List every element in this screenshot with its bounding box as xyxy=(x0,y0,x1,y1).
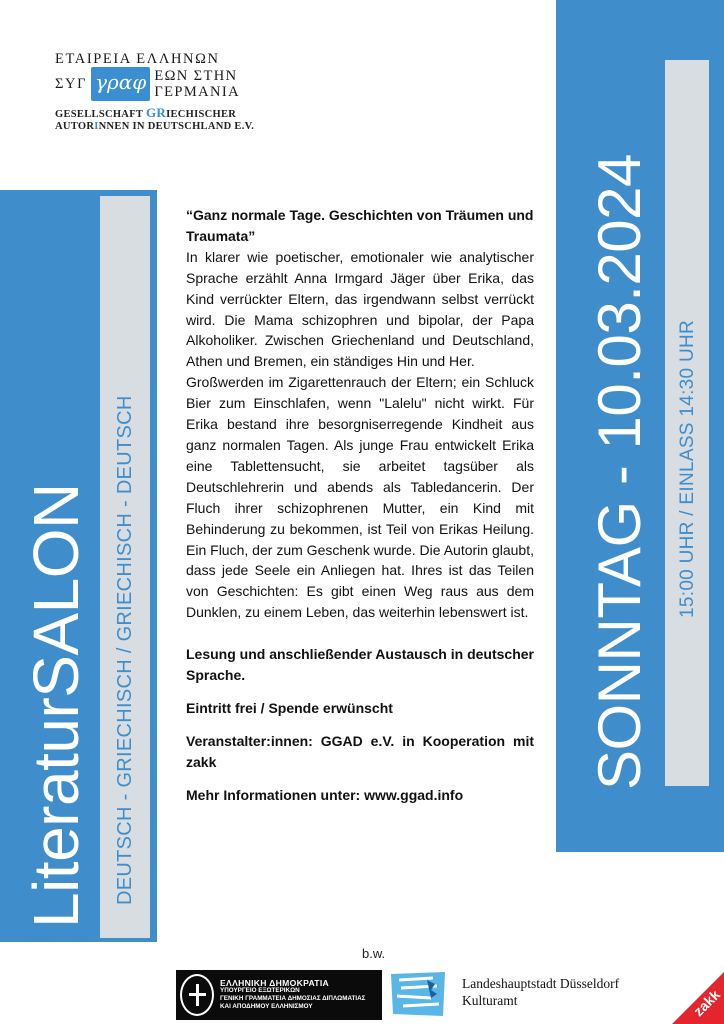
organizer-note: Veranstalter:innen: GGAD e.V. in Kooperation mit zakk xyxy=(186,732,534,770)
logo-german-line2-a: AUTOR xyxy=(55,121,95,132)
language-subtitle: DEUTSCH - GRIECHISCH / GRIECHISCH - DEUTSCH xyxy=(114,395,136,905)
ministry-line2: ΥΠΟΥΡΓΕΙΟ ΕΞΩΤΕΡΙΚΩΝ xyxy=(220,987,300,994)
logo-greek-row xyxy=(55,67,285,101)
zakk-text: zakk xyxy=(690,986,724,1020)
event-time: 15:00 UHR / EINLASS 14:30 UHR xyxy=(677,319,698,618)
duesseldorf-logo-icon xyxy=(389,970,447,1018)
description-para2: Großwerden im Zigarettenrauch der Eltern; ein Schluck Bier zum Einschlafen, wenn "Lalelu" nicht wirkt. Für Erika bestand ihre besorgniserregende Kindheit aus ganz normalen Tagen. Als junge Frau entwickelt Erika eine Tablettensucht, sie arbeitet tagsüber als Deutschlehrerin und abends als Tabledancerin. Der Fluch ihrer schizophrenen Mutter, ein Kind mit Behinderung zu bekommen, ist Teil von Erikas Heilung. Ein Fluch, der zum Geschenk wurde. Die Autorin glaubt, dass jede Seele ein Anliegen hat. Ihres ist das Teilen von Geschichten: Es gibt einen Weg raus aus dem Dunklen, zu einem Leben, das weiterhin lebenswert ist. xyxy=(186,374,534,621)
city-line2: Kulturamt xyxy=(462,993,518,1008)
event-date: SONNTAG - 10.03.2024 xyxy=(586,154,653,790)
title-literatur: Literatur xyxy=(20,697,92,928)
ggad-logo xyxy=(55,52,285,133)
info-link[interactable]: Mehr Informationen unter: www.ggad.info xyxy=(186,786,464,803)
logo-german-line2 xyxy=(55,121,285,133)
logo-greek-right xyxy=(154,68,240,100)
logo-german-line1-a: GESELLSCHAFT xyxy=(55,109,146,120)
city-line1: Landeshauptstadt Düsseldorf xyxy=(462,976,620,991)
logo-greek-line3: ΓΕΡΜΑΝΙΑ xyxy=(154,84,240,100)
greek-ministry-logo xyxy=(176,970,382,1020)
reading-note: Lesung und anschließender Austausch in deutscher Sprache. xyxy=(186,646,534,684)
logo-german-line2-i: I xyxy=(94,121,99,132)
greek-ministry-text xyxy=(220,979,365,1011)
greek-emblem-icon xyxy=(180,974,214,1016)
literatursalon-title xyxy=(20,483,92,928)
ministry-line1: ΕΛΛΗΝΙΚΗ ΔΗΜΟΚΡΑΤΙΑ xyxy=(220,978,330,988)
bw-label: b.w. xyxy=(362,946,386,961)
entry-note: Eintritt frei / Spende erwünscht xyxy=(186,699,393,716)
logo-german-line1-b: IECHISCHER xyxy=(166,109,237,120)
logo-graf-mark: γραφ xyxy=(91,67,150,101)
logo-german-line1 xyxy=(55,107,285,121)
zakk-logo-icon xyxy=(664,966,724,1024)
logo-greek-line2: ΕΩΝ ΣΤΗΝ xyxy=(154,68,238,84)
logo-german-line1-gr: GR xyxy=(145,105,167,120)
description-para1: In klarer wie poetischer, emotionaler wie analytischer Sprache erzählt Anna Irmgard Jäger über Erika, das Kind verrückter Eltern, das irgendwann selbst verrückt wird. Die Mama schizophren und bipolar, der Papa Alkoholiker. Zwischen Griechenland und Deutschland, Athen und Bremen, ein ständiges Hin und Her. xyxy=(186,248,534,370)
ministry-line3: ΓΕΝΙΚΗ ΓΡΑΜΜΑΤΕΙΑ ΔΗΜΟΣΙΑΣ ΔΙΠΛΩΜΑΤΙΑΣ xyxy=(220,995,366,1002)
duesseldorf-text xyxy=(462,975,619,1009)
book-title: “Ganz normale Tage. Geschichten von Träumen und Traumata” xyxy=(186,207,534,244)
ministry-line4: ΚΑΙ ΑΠΟΔΗΜΟΥ ΕΛΛΗΝΙΣΜΟΥ xyxy=(220,1003,313,1010)
main-text xyxy=(186,205,534,806)
logo-german-line2-b: NNEN IN DEUTSCHLAND E.V. xyxy=(98,121,255,132)
logo-greek-line1: ΕΤΑΙΡΕΙΑ ΕΛΛΗΝΩΝ xyxy=(55,51,220,67)
logo-greek-syg: ΣΥΓ xyxy=(55,75,88,92)
title-salon: SALON xyxy=(20,483,92,698)
